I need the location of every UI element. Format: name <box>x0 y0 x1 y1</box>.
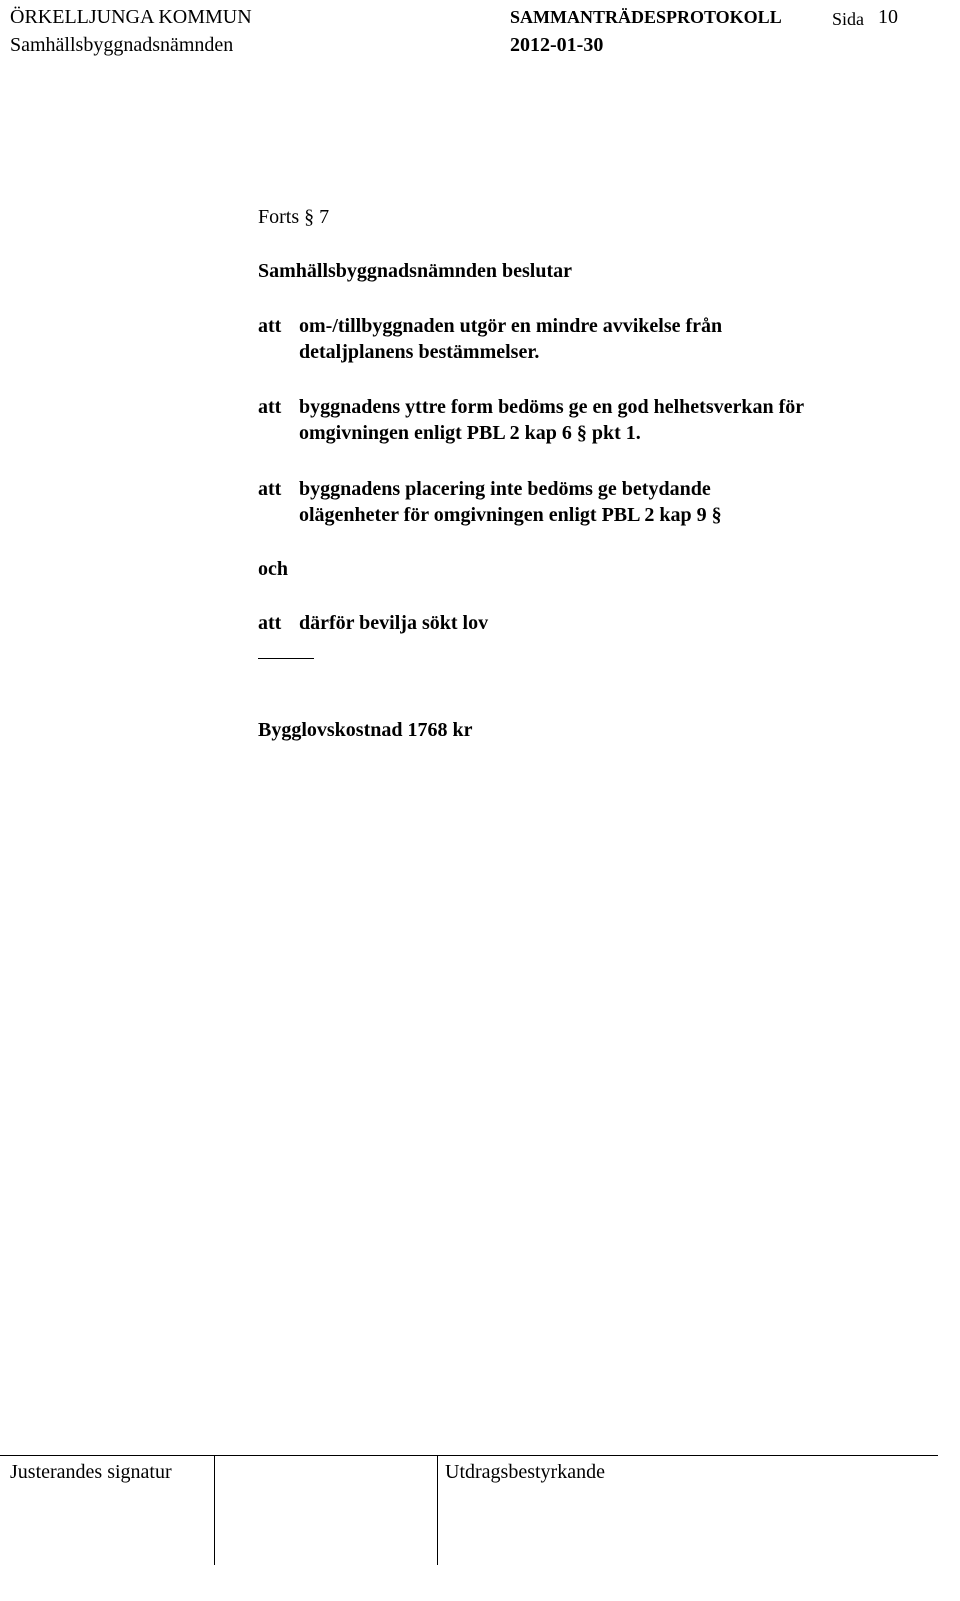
page-number: 10 <box>878 6 898 28</box>
decision-item-line: omgivningen enligt PBL 2 kap 6 § pkt 1. <box>299 422 641 444</box>
decision-item-line: olägenheter för omgivningen enligt PBL 2 kap 9 § <box>299 504 722 526</box>
forts-reference: Forts § 7 <box>258 206 330 228</box>
decision-item-line: detaljplanens bestämmelser. <box>299 341 540 363</box>
permit-cost: Bygglovskostnad 1768 kr <box>258 719 473 741</box>
att-label: att <box>258 612 282 634</box>
footer-divider-left <box>214 1455 215 1565</box>
och-conjunction: och <box>258 558 288 580</box>
footer-divider-mid <box>437 1455 438 1565</box>
decision-item-3 <box>258 476 918 528</box>
decision-item-line: därför bevilja sökt lov <box>299 612 489 634</box>
certification-label: Utdragsbestyrkande <box>445 1461 605 1483</box>
att-label: att <box>258 315 282 337</box>
decision-item-line: byggnadens placering inte bedöms ge betydande <box>299 478 711 500</box>
decision-heading: Samhällsbyggnadsnämnden beslutar <box>258 260 572 282</box>
signature-label: Justerandes signatur <box>10 1461 172 1483</box>
decision-item-final <box>258 610 918 636</box>
decision-item-2 <box>258 394 918 446</box>
decision-item-1 <box>258 313 918 365</box>
municipality-name: ÖRKELLJUNGA KOMMUN <box>10 6 252 28</box>
document-type: SAMMANTRÄDESPROTOKOLL <box>510 7 782 27</box>
att-label: att <box>258 478 282 500</box>
footer-top-border <box>0 1455 938 1456</box>
att-label: att <box>258 396 282 418</box>
meeting-date: 2012-01-30 <box>510 34 604 56</box>
page-label: Sida <box>832 9 865 29</box>
committee-name: Samhällsbyggnadsnämnden <box>10 34 234 56</box>
decision-item-line: om-/tillbyggnaden utgör en mindre avvikelse från <box>299 315 723 337</box>
decision-item-line: byggnadens yttre form bedöms ge en god helhetsverkan för <box>299 396 805 418</box>
short-divider <box>258 658 314 659</box>
